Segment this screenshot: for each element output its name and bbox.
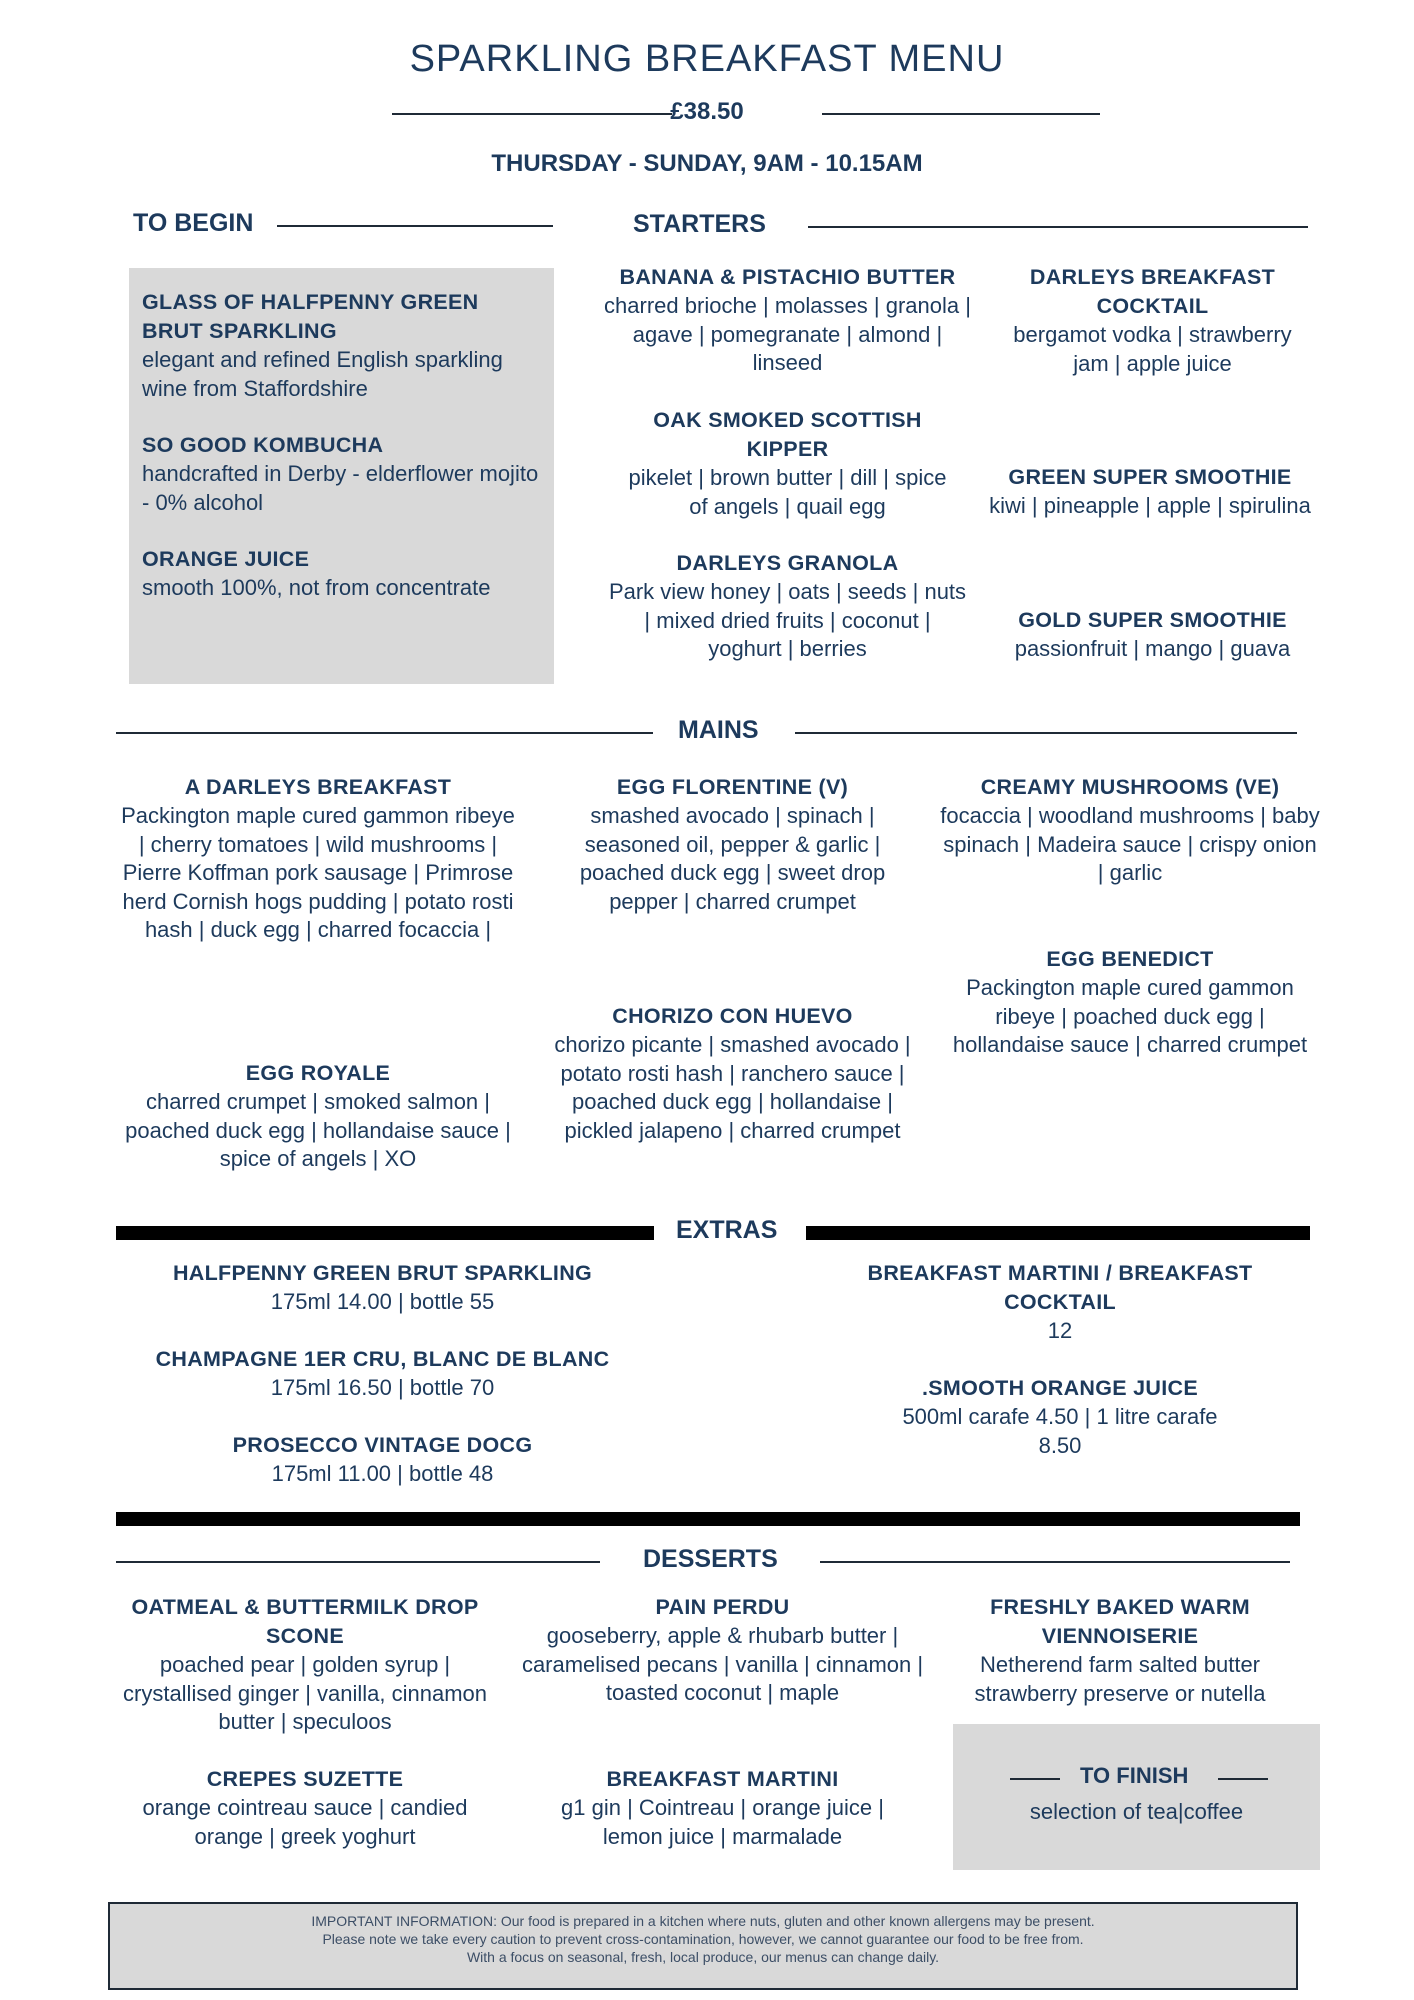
menu-price: £38.50 [670, 98, 744, 125]
item-desc: charred brioche | molasses | granola | agave | pomegranate | almond | linseed [604, 293, 971, 375]
extras-rule-left [116, 1226, 654, 1240]
desserts-heading: DESSERTS [643, 1545, 778, 1573]
to-finish-box [953, 1724, 1320, 1870]
starter-item [1000, 263, 1305, 378]
mains-heading: MAINS [678, 716, 759, 744]
starter-item [975, 606, 1330, 664]
extras-item [880, 1374, 1240, 1460]
item-title: OAK SMOKED SCOTTISH KIPPER [653, 408, 922, 461]
item-desc: 12 [1047, 1318, 1073, 1343]
starters-heading: STARTERS [633, 210, 766, 238]
desserts-item [520, 1593, 925, 1708]
extras-rule-right [806, 1226, 1310, 1240]
item-desc: 175ml 16.50 | bottle 70 [270, 1375, 495, 1400]
item-desc: handcrafted in Derby - elderflower mojito - 0% alcohol [142, 461, 539, 515]
item-title: CREAMY MUSHROOMS (VE) [980, 775, 1280, 799]
item-desc: passionfruit | mango | guava [1014, 636, 1291, 661]
extras-item [110, 1345, 655, 1403]
item-desc: charred crumpet | smoked salmon | poached duck egg | hollandaise sauce | spice of angels | XO [125, 1089, 511, 1171]
desserts-rule-right [820, 1561, 1290, 1563]
desserts-item [965, 1593, 1275, 1708]
item-desc: 175ml 14.00 | bottle 55 [270, 1289, 495, 1314]
notice-line: With a focus on seasonal, fresh, local produce, our menus can change daily. [466, 1949, 940, 1965]
to-begin-heading: TO BEGIN [133, 209, 254, 237]
starter-item [600, 263, 975, 378]
mains-item [940, 773, 1320, 888]
item-title: .SMOOTH ORANGE JUICE [922, 1376, 1198, 1400]
item-title: PAIN PERDU [655, 1595, 790, 1619]
desserts-rule-left [116, 1561, 600, 1563]
extras-heading: EXTRAS [676, 1216, 778, 1244]
to-begin-item [142, 545, 542, 603]
item-title: OATMEAL & BUTTERMILK DROP SCONE [131, 1595, 479, 1648]
item-title: EGG BENEDICT [1046, 947, 1214, 971]
to-begin-item [142, 288, 542, 403]
item-desc: smooth 100%, not from concentrate [142, 575, 491, 600]
mains-item [560, 773, 905, 916]
menu-title: SPARKLING BREAKFAST MENU [409, 38, 1005, 80]
serving-days: THURSDAY - SUNDAY, 9AM - 10.15AM [491, 150, 923, 177]
desserts-item [115, 1765, 495, 1851]
item-title: FRESHLY BAKED WARM VIENNOISERIE [990, 1595, 1250, 1648]
mains-item [118, 1059, 518, 1174]
item-desc: focaccia | woodland mushrooms | baby spinach | Madeira sauce | crispy onion | garlic [940, 803, 1320, 885]
item-desc: chorizo picante | smashed avocado | potato rosti hash | ranchero sauce | poached duck egg | hollandaise | pickled jalapeno | charred crumpet [554, 1032, 911, 1143]
item-desc: poached pear | golden syrup | crystallised ginger | vanilla, cinnamon butter | speculoos [123, 1652, 487, 1734]
item-desc: Packington maple cured gammon ribeye | cherry tomatoes | wild mushrooms | Pierre Koffman pork sausage | Primrose herd Cornish hogs pudding | potato rosti hash | duck egg | charred focaccia | [121, 803, 515, 942]
to-begin-item [142, 431, 542, 517]
item-desc: 175ml 11.00 | bottle 48 [271, 1461, 494, 1486]
to-begin-rule [277, 225, 553, 227]
item-desc: Park view honey | oats | seeds | nuts | mixed dried fruits | coconut | yoghurt | berries [608, 579, 967, 661]
to-finish-heading: TO FINISH [1080, 1763, 1189, 1788]
item-title: BREAKFAST MARTINI / BREAKFAST COCKTAIL [867, 1261, 1253, 1314]
item-title: A DARLEYS BREAKFAST [184, 775, 452, 799]
item-title: EGG ROYALE [245, 1061, 391, 1085]
item-title: CHORIZO CON HUEVO [612, 1004, 853, 1028]
mains-rule-right [795, 732, 1297, 734]
item-desc: smashed avocado | spinach | seasoned oil, pepper & garlic | poached duck egg | sweet drop pepper | charred crumpet [579, 803, 886, 914]
to-finish-rule-right [1218, 1778, 1268, 1780]
extras-bottom-rule [116, 1512, 1300, 1526]
to-finish-desc [953, 1798, 1320, 1827]
item-title: SO GOOD KOMBUCHA [142, 433, 384, 457]
mains-item [118, 773, 518, 945]
item-desc: 500ml carafe 4.50 | 1 litre carafe 8.50 [902, 1404, 1218, 1458]
to-finish-rule-left [1010, 1778, 1060, 1780]
item-desc: g1 gin | Cointreau | orange juice | lemon juice | marmalade [561, 1795, 884, 1849]
desserts-item [560, 1765, 885, 1851]
item-title: HALFPENNY GREEN BRUT SPARKLING [172, 1261, 593, 1285]
item-desc: pikelet | brown butter | dill | spice of angels | quail egg [628, 465, 947, 519]
item-desc: kiwi | pineapple | apple | spirulina [989, 493, 1311, 518]
desserts-item [120, 1593, 490, 1737]
item-title: DARLEYS BREAKFAST COCKTAIL [1029, 265, 1276, 318]
item-desc: Netherend farm salted butter strawberry preserve or nutella [974, 1652, 1266, 1706]
allergen-notice [108, 1902, 1298, 1990]
price-rule-right [822, 113, 1100, 115]
mains-item [940, 945, 1320, 1060]
item-desc: selection of tea|coffee [1029, 1799, 1244, 1824]
item-title: GREEN SUPER SMOOTHIE [1008, 465, 1292, 489]
mains-item [550, 1002, 915, 1145]
item-title: CHAMPAGNE 1ER CRU, BLANC DE BLANC [155, 1347, 610, 1371]
item-title: CREPES SUZETTE [206, 1767, 404, 1791]
item-title: BANANA & PISTACHIO BUTTER [619, 265, 956, 289]
item-desc: orange cointreau sauce | candied orange | greek yoghurt [142, 1795, 468, 1849]
starters-rule [808, 226, 1308, 228]
item-desc: bergamot vodka | strawberry jam | apple juice [1013, 322, 1292, 376]
item-desc: elegant and refined English sparkling wine from Staffordshire [142, 347, 503, 401]
item-title: GOLD SUPER SMOOTHIE [1018, 608, 1287, 632]
item-title: ORANGE JUICE [142, 547, 310, 571]
notice-line: Please note we take every caution to prevent cross-contamination, however, we cannot guarantee our food to be free from. [322, 1931, 1084, 1947]
notice-line: IMPORTANT INFORMATION: Our food is prepared in a kitchen where nuts, gluten and other known allergens may be present. [311, 1913, 1095, 1929]
extras-item [110, 1259, 655, 1317]
extras-item [840, 1259, 1280, 1346]
item-title: EGG FLORENTINE (V) [616, 775, 849, 799]
item-title: PROSECCO VINTAGE DOCG [232, 1433, 533, 1457]
item-title: BREAKFAST MARTINI [606, 1767, 839, 1791]
mains-rule-left [116, 732, 653, 734]
starter-item [620, 406, 955, 521]
item-title: DARLEYS GRANOLA [676, 551, 899, 575]
starter-item [985, 463, 1315, 521]
starter-item [605, 549, 970, 664]
item-desc: gooseberry, apple & rhubarb butter | caramelised pecans | vanilla | cinnamon | toasted coconut | maple [521, 1623, 924, 1705]
extras-item [110, 1431, 655, 1489]
item-desc: Packington maple cured gammon ribeye | poached duck egg | hollandaise sauce | charred crumpet [952, 975, 1308, 1057]
item-title: GLASS OF HALFPENNY GREEN BRUT SPARKLING [142, 290, 479, 343]
